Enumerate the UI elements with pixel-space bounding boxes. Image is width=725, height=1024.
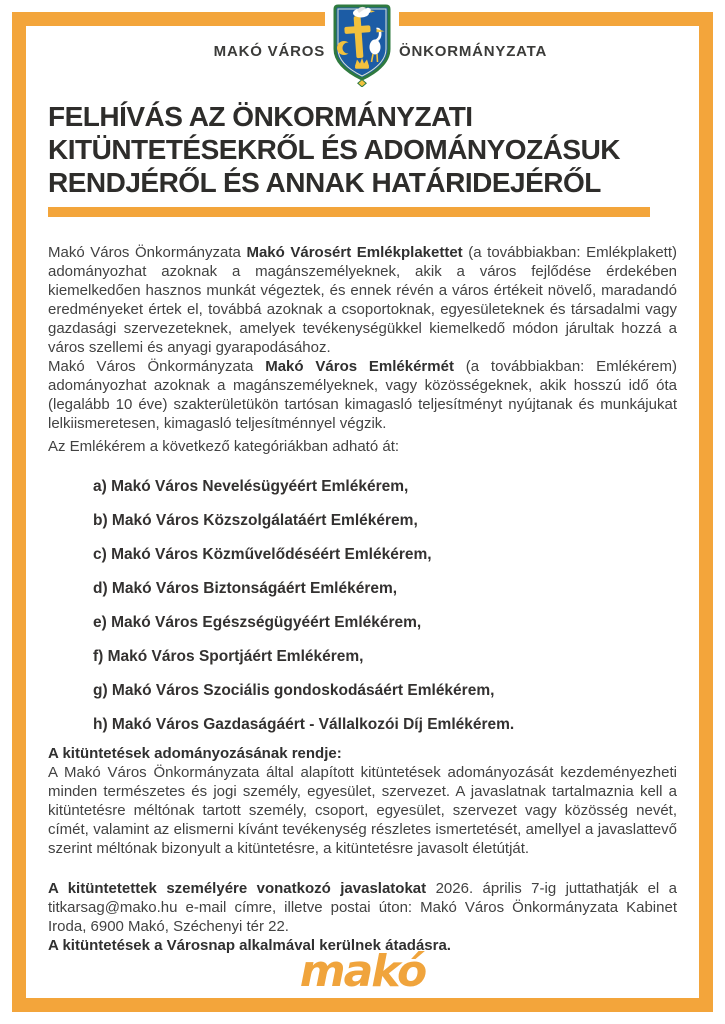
mako-logo: makó <box>299 946 426 997</box>
paragraph-emlekplakett <box>48 243 677 357</box>
category-item-b: b) Makó Város Közszolgálatáért Emlékérem, <box>93 512 418 529</box>
category-item-c: c) Makó Város Közművelődéséért Emlékérem, <box>93 546 432 563</box>
category-item-e: e) Makó Város Egészségügyéért Emlékérem, <box>93 614 422 631</box>
category-item-f: f) Makó Város Sportjáért Emlékérem, <box>93 648 364 665</box>
category-item-a: a) Makó Város Nevelésügyéért Emlékérem, <box>93 478 409 495</box>
header-city-name: MAKÓ VÁROS <box>213 43 325 60</box>
paragraph-emlekerem <box>48 357 677 433</box>
page-title-line-2: KITÜNTETÉSEKRŐL ÉS ADOMÁNYOZÁSUK <box>48 134 621 165</box>
page-title <box>48 100 620 199</box>
deadline-paragraph <box>48 879 677 936</box>
rules-section-heading: A kitüntetések adományozásának rendje: <box>48 745 342 762</box>
page-title-line-3: RENDJÉRŐL ÉS ANNAK HATÁRIDEJÉRŐL <box>48 167 601 198</box>
closing-statement: A kitüntetések a Városnap alkalmával kerülnek átadásra. <box>48 937 451 954</box>
deadline-date-text: 2026. április 7-ig juttathatják el a <box>426 880 678 897</box>
paragraph-emlekplakett-rest: (a továbbiakban: Emlékplakett) adományozhat azoknak a magánszemélyeknek, akik a város fejlődése érdekében kiemelkedően hasznos munkát végeztek, és ennek révén a város értékeit növelő, maradandó eredményeket értek el, továbbá azoknak a csoportoknak, egyesületeknek és társadalmi vagy gazdasági szervezeteknek, amelyek tevékenységükkel kiemelkedő módon járultak hozzá a város szellemi és anyagi gyarapodásához. <box>48 244 677 356</box>
category-item-g: g) Makó Város Szociális gondoskodásáért Emlékérem, <box>93 682 495 699</box>
rules-section-text: A Makó Város Önkormányzata által alapított kitüntetések adományozását kezdeményezheti minden természetes és jogi személy, egyesület, szervezet. A javaslatnak tartalmaznia kell a kitüntetésre méltónak tartott személy, csoport, egyesület, szervezet vagy közösség nevét, címét, valamint az elismerni kívánt tevékenység részletes ismertetését, amellyel a javaslattevő szerint méltónak bizonyult a kitüntetésre, a kitüntetésre javasolt életútját. <box>48 764 677 857</box>
header-municipality-name: ÖNKORMÁNYZATA <box>399 43 548 60</box>
category-item-d: d) Makó Város Biztonságáért Emlékérem, <box>93 580 398 597</box>
paragraph-emlekplakett-lead: Makó Város Önkormányzata <box>48 244 247 261</box>
deadline-lead: A kitüntetettek személyére vonatkozó javaslatokat <box>48 880 427 897</box>
paragraph-emlekerem-rest: (a továbbiakban: Emlékérem) adományozhat azoknak a magánszemélyeknek, vagy közösségeknek, akik hosszú idő óta (legalább 10 éve) szakterületükön tartósan kimagasló teljesítményt nyújtanak és munkájukat lelkiismeretesen, kimagasló teljesítménnyel végzik. <box>48 358 678 432</box>
award-name-emlekerem: Makó Város Emlékérmét <box>265 358 454 375</box>
award-name-emlekplakett: Makó Városért Emlékplakettet <box>246 244 463 261</box>
email-address: titkarsag@mako.hu <box>48 899 178 916</box>
page-title-line-1: FELHÍVÁS AZ ÖNKORMÁNYZATI <box>48 101 473 132</box>
categories-intro: Az Emlékérem a következő kategóriákban adható át: <box>48 438 400 455</box>
award-categories-list <box>93 477 653 749</box>
paragraph-emlekerem-lead: Makó Város Önkormányzata <box>48 358 266 375</box>
title-underline-bar <box>48 207 650 217</box>
deadline-address-text: e-mail címre, illetve postai úton: Makó Város Önkormányzata Kabinet Iroda, 6900 Makó, Széchenyi tér 22. <box>48 899 677 935</box>
mako-coat-of-arms-icon <box>331 3 393 92</box>
category-item-h: h) Makó Város Gazdaságáért - Vállalkozói Díj Emlékérem. <box>93 716 515 733</box>
